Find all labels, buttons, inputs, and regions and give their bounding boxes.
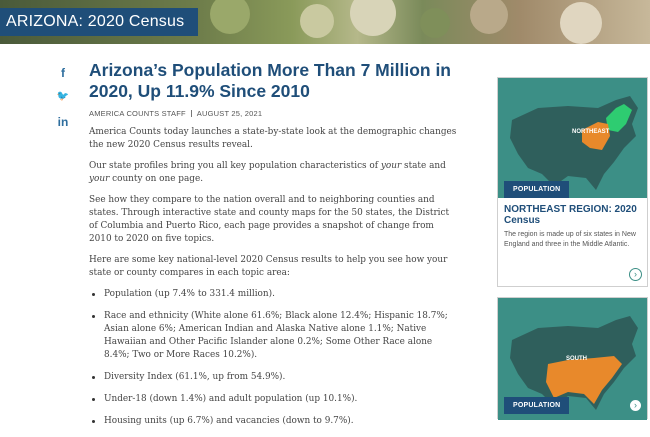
svg-text:NORTHEAST: NORTHEAST [572, 129, 610, 135]
results-list [89, 288, 459, 428]
paragraph: Here are some key national-level 2020 Census results to help you see how your state or county compares in each topic area: [89, 255, 448, 278]
banner-photo-shape [350, 0, 396, 36]
banner-photo-shape [300, 4, 334, 38]
article-body [89, 126, 459, 437]
chevron-right-icon[interactable]: › [629, 268, 642, 281]
twitter-icon[interactable]: 🐦 [56, 91, 70, 102]
card-map-image [498, 78, 647, 198]
list-item: Housing units (up 6.7%) and vacancies (down to 9.7%). [89, 415, 459, 428]
banner-photo-shape [420, 8, 450, 38]
author-link[interactable]: AMERICA COUNTS STAFF [89, 109, 186, 118]
card-title[interactable]: NORTHEAST REGION: 2020 Census [504, 204, 637, 226]
banner-photo-shape [210, 0, 250, 34]
list-item: Population (up 7.4% to 331.4 million). [89, 288, 459, 301]
facebook-icon[interactable]: f [61, 66, 65, 80]
list-item: Diversity Index (61.1%, up from 54.9%). [89, 371, 459, 384]
card-map-image [498, 298, 647, 420]
paragraph: See how they compare to the nation overall and to neighboring counties and states. Through interactive state and county maps for the 50 states, the District of Columbia and Puerto Rico, each page provides a snapshot of change from 2010 to 2020 on five topics. [89, 195, 450, 244]
byline [89, 109, 262, 118]
header-banner [0, 0, 650, 44]
paragraph: America Counts today launches a state-by-state look at the demographic changes the new 2020 Census results reveal. [89, 127, 457, 150]
chevron-right-icon[interactable]: › [629, 399, 642, 412]
banner-photo-shape [560, 2, 602, 44]
list-item: Under-18 (down 1.4%) and adult population (up 10.1%). [89, 393, 459, 406]
article-headline: Arizona’s Population More Than 7 Million in 2020, Up 11.9% Since 2010 [89, 60, 451, 101]
byline-divider [191, 110, 192, 117]
publish-date: AUGUST 25, 2021 [196, 109, 263, 118]
list-item: Race and ethnicity (White alone 61.6%; Black alone 12.4%; Hispanic 18.7%; Asian alone 6%; American Indian and Alaska Native alone 1.1%; Native Hawaiian and Other Pacific Islander alone 0.2%; Some Other Race alone 8.4%; Two or More Races 10.2%). [89, 310, 459, 362]
category-tag[interactable]: POPULATION [504, 181, 569, 198]
page-banner-title: ARIZONA: 2020 Census [0, 8, 198, 36]
card-description: The region is made up of six states in New England and three in the Middle Atlantic. [504, 231, 636, 248]
related-card-south[interactable] [497, 297, 648, 419]
banner-photo-shape [470, 0, 508, 34]
category-tag[interactable]: POPULATION [504, 397, 569, 414]
related-card-northeast[interactable] [497, 77, 648, 287]
paragraph: Our state profiles bring you all key population characteristics of your state and your county on one page. [89, 161, 446, 184]
linkedin-icon[interactable]: in [57, 115, 69, 129]
us-map-icon [498, 78, 647, 198]
svg-text:SOUTH: SOUTH [566, 356, 587, 362]
